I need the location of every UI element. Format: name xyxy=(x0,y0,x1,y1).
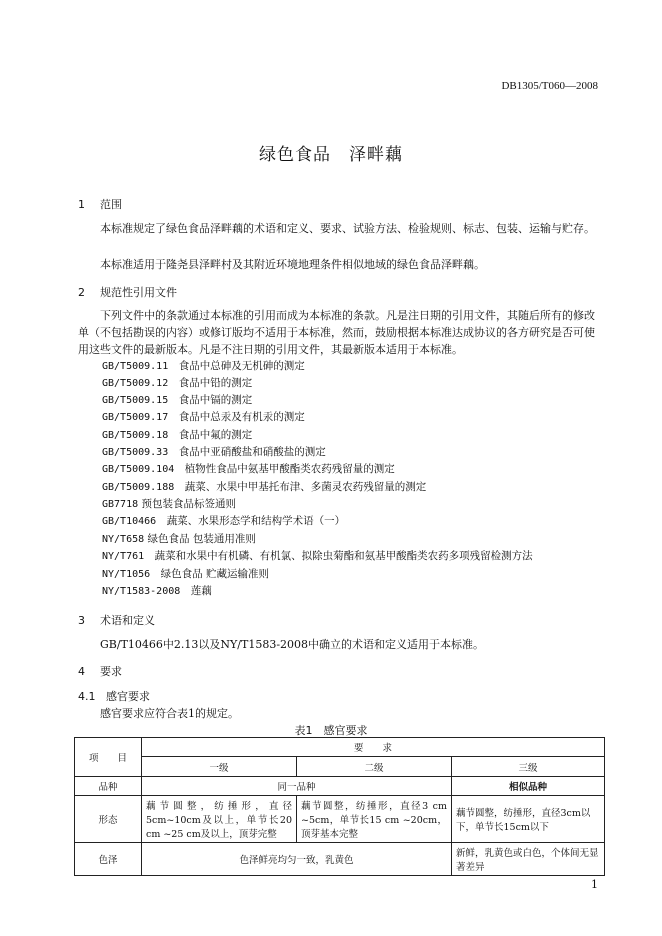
reference-code: NY/T761 xyxy=(102,551,145,562)
reference-item xyxy=(102,461,395,478)
reference-item xyxy=(102,427,252,444)
row-item-cell: 色泽 xyxy=(75,843,142,876)
grade-3-cell: 藕节圆整，纺捶形，直径3cm以下，单节长15cm以下 xyxy=(452,796,605,843)
reference-code: GB/T10466 xyxy=(102,516,157,527)
reference-item xyxy=(102,583,212,600)
reference-item xyxy=(102,548,533,565)
reference-code: GB/T5009.104 xyxy=(102,464,175,475)
reference-item xyxy=(102,409,305,426)
table-caption: 表1 感官要求 xyxy=(294,724,368,737)
references-intro-paragraph: 下列文件中的条款通过本标准的引用而成为本标准的条款。凡是注日期的引用文件，其随后所有的修改单（不包括勘误的内容）或修订版均不适用于本标准，然而，鼓励根据本标准达成协议的各方研究是否可使用这些文件的最新版本。凡是不注日期的引用文件，其最新版本适用于本标准。 xyxy=(78,309,595,356)
section-number: 4 xyxy=(78,665,85,678)
reference-item xyxy=(102,496,236,513)
reference-code: NY/T1056 xyxy=(102,569,151,580)
section-title: 范围 xyxy=(100,198,122,211)
scope-paragraph-1: 本标准规定了绿色食品泽畔藕的术语和定义、要求、试验方法、检验规则、标志、包装、运输与贮存。 xyxy=(100,222,595,235)
reference-name: 食品中总砷及无机砷的测定 xyxy=(178,360,305,372)
merged-requirement-cell: 同一品种 xyxy=(142,777,452,796)
reference-item xyxy=(102,444,326,461)
section-2-heading xyxy=(78,284,177,300)
row-item-cell: 形态 xyxy=(75,796,142,843)
section-number: 3 xyxy=(78,614,85,627)
document-code: DB1305/T060—2008 xyxy=(501,80,598,92)
section-number: 2 xyxy=(78,286,85,299)
reference-name: 食品中氟的测定 xyxy=(178,429,253,441)
reference-item xyxy=(102,392,252,409)
page-number: 1 xyxy=(591,878,598,891)
requirement-header-cell: 要 求 xyxy=(142,738,605,757)
reference-code: GB/T5009.11 xyxy=(102,361,169,372)
document-title: 绿色食品 泽畔藕 xyxy=(259,145,403,165)
reference-code: NY/T1583-2008 xyxy=(102,586,181,597)
grade-3-cell: 相似品种 xyxy=(452,777,605,796)
table-row xyxy=(75,777,605,796)
row-item-cell: 品种 xyxy=(75,777,142,796)
table-grade-row xyxy=(75,757,605,777)
reference-item xyxy=(102,566,269,583)
grade-3-cell: 新鲜，乳黄色或白色，个体间无显著差异 xyxy=(452,843,605,876)
reference-item xyxy=(102,358,305,375)
reference-item xyxy=(102,479,426,496)
reference-name: 预包装食品标签通则 xyxy=(141,498,236,510)
sensory-intro-paragraph: 感官要求应符合表1的规定。 xyxy=(100,707,239,720)
section-4-heading xyxy=(78,663,122,679)
reference-item xyxy=(102,531,256,548)
item-header-cell: 项 目 xyxy=(75,738,142,777)
grade-2-cell: 藕节圆整，纺捶形，直径3 cm ~5cm，单节长15 cm ~20cm，顶芽基本完整 xyxy=(297,796,452,843)
section-3-heading xyxy=(78,612,155,628)
reference-code: GB/T5009.18 xyxy=(102,430,169,441)
scope-paragraph-2: 本标准适用于隆尧县泽畔村及其附近环境地理条件相似地域的绿色食品泽畔藕。 xyxy=(100,258,485,271)
reference-code: GB/T5009.188 xyxy=(102,482,175,493)
table-header-row xyxy=(75,738,605,757)
reference-name: 食品中亚硝酸盐和硝酸盐的测定 xyxy=(178,446,326,458)
reference-code: GB/T5009.17 xyxy=(102,412,169,423)
reference-code: NY/T658 xyxy=(102,534,145,545)
grade-3-header-cell: 三级 xyxy=(452,757,605,777)
reference-name: 食品中总汞及有机汞的测定 xyxy=(178,411,305,423)
reference-name: 蔬菜、水果形态学和结构学术语（一） xyxy=(166,515,346,527)
section-4-1-heading xyxy=(78,688,150,704)
reference-name: 植物性食品中氨基甲酸酯类农药残留量的测定 xyxy=(184,463,395,475)
grade-1-header-cell: 一级 xyxy=(142,757,297,777)
reference-name: 食品中镉的测定 xyxy=(178,394,253,406)
reference-code: GB/T5009.15 xyxy=(102,395,169,406)
table-row xyxy=(75,843,605,876)
merged-requirement-cell: 色泽鲜亮均匀一致，乳黄色 xyxy=(142,843,452,876)
sensory-requirements-table xyxy=(74,737,605,876)
reference-name: 绿色食品 包装通用准则 xyxy=(147,533,256,545)
terms-paragraph: GB/T10466中2.13以及NY/T1583-2008中确立的术语和定义适用于本标准。 xyxy=(100,638,485,651)
reference-name: 食品中铅的测定 xyxy=(178,377,253,389)
reference-item xyxy=(102,375,252,392)
reference-name: 绿色食品 贮藏运输准则 xyxy=(160,568,270,580)
reference-name: 蔬菜和水果中有机磷、有机氯、拟除虫菊酯和氨基甲酸酯类农药多项残留检测方法 xyxy=(154,550,533,562)
reference-code: GB/T5009.12 xyxy=(102,378,169,389)
reference-name: 蔬菜、水果中甲基托布津、多菌灵农药残留量的测定 xyxy=(184,481,427,493)
section-title: 要求 xyxy=(100,665,122,678)
section-title: 术语和定义 xyxy=(100,614,155,627)
grade-1-cell: 藕节圆整，纺捶形，直径5cm~10cm及以上，单节长20 cm ~25 cm及以上，顶芽完整 xyxy=(142,796,297,843)
reference-code: GB/T5009.33 xyxy=(102,447,169,458)
section-title: 感官要求 xyxy=(106,690,150,703)
reference-item xyxy=(102,513,345,530)
table-row xyxy=(75,796,605,843)
reference-code: GB7718 xyxy=(102,499,139,510)
section-number: 1 xyxy=(78,198,85,211)
section-1-heading xyxy=(78,196,122,212)
grade-2-header-cell: 二级 xyxy=(297,757,452,777)
reference-name: 莲藕 xyxy=(190,585,212,597)
section-number: 4.1 xyxy=(78,690,96,703)
section-title: 规范性引用文件 xyxy=(100,286,177,299)
